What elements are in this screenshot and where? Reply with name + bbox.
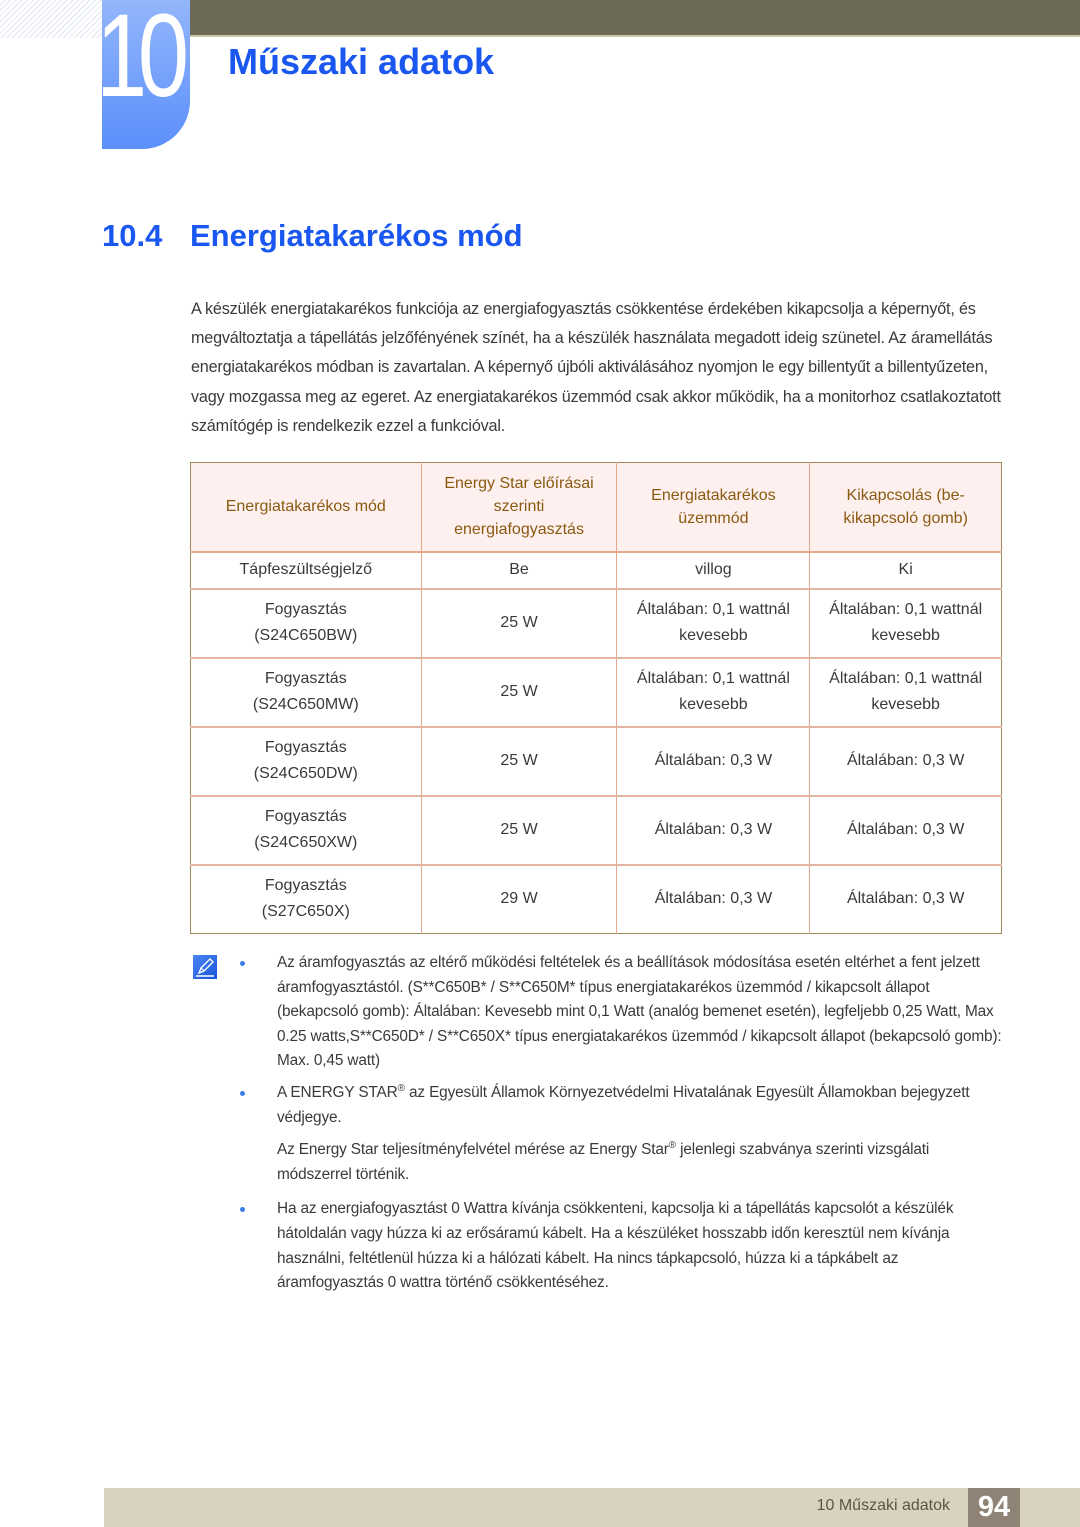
note-item (240, 951, 1005, 1074)
energy-star-value: 25 W (421, 727, 617, 796)
bullet-icon (240, 1207, 245, 1212)
power-saving-table (190, 462, 1002, 934)
column-header: Energiatakarékos mód (191, 463, 422, 552)
table-row (191, 727, 1002, 796)
model-name: (S24C650MW) (252, 696, 359, 713)
model-name: (S24C650XW) (254, 834, 358, 851)
power-saving-value: Általában: 0,3 W (617, 727, 810, 796)
energy-star-value: 25 W (421, 796, 617, 865)
note-text-part: A ENERGY STAR (277, 1083, 398, 1101)
row-label: Fogyasztás (264, 808, 347, 825)
note-text: Ha az energiafogyasztást 0 Wattra kívánja csökkenteni, kapcsolja ki a tápellátás kapcsolót a készülék hátoldalán vagy húzza ki az erősáramú kábelt. Ha a készüléket hosszabb időn keresztül nem kívánja használni, feltétlenül húzza ki a hálózati kábelt. Ha nincs tápkapcsoló, húzza ki a tápkábelt az áramfogyasztás 0 wattra történő csökkentéséhez. (277, 1200, 954, 1292)
model-name: (S24C650DW) (253, 765, 358, 782)
power-saving-value: Általában: 0,3 W (617, 796, 810, 865)
footer-chapter-label: 10 Műszaki adatok (816, 1497, 950, 1514)
row-label: Fogyasztás (264, 877, 347, 895)
power-off-value: Általában: 0,1 wattnál kevesebb (810, 589, 1002, 658)
note-text (277, 1081, 1005, 1130)
power-saving-value: villog (617, 552, 810, 589)
note-item (240, 1081, 1005, 1187)
registered-mark: ® (397, 1082, 405, 1094)
column-header: Energiatakarékos üzemmód (617, 463, 810, 552)
registered-mark: ® (668, 1140, 676, 1152)
page-footer (104, 1488, 1080, 1527)
power-off-value: Ki (810, 552, 1002, 589)
power-saving-value: Általában: 0,1 wattnál kevesebb (617, 658, 810, 727)
bullet-icon (240, 961, 245, 966)
model-name: (S24C650BW) (254, 627, 358, 644)
row-label-cell (191, 589, 422, 658)
column-header: Energy Star előírásai szerinti energiafogyasztás (421, 463, 617, 552)
table-row (191, 658, 1002, 727)
header-hatch-decoration (0, 0, 102, 38)
table-row (191, 865, 1002, 934)
chapter-number: 10 (96, 0, 180, 122)
note-text: Az áramfogyasztás az eltérő működési feltételek és a beállítások módosítása esetén eltérhet a fent jelzett áramfogyasztástól. (S**C650B* / S**C650M* típus energiatakarékos üzemmód / kikapcsolt állapot (bekapcsoló gomb): Általában: Kevesebb mint 0,1 Watt (analóg bemenet esetén), legfeljebb 0,25 Watt, Max 0.25 watts,S**C650D* / S**C650X* típus energiatakarékos üzemmód / kikapcsolt állapot (bekapcsoló gomb): Max. 0,45 watt) (277, 954, 1002, 1070)
row-label-cell (191, 727, 422, 796)
table-row (191, 589, 1002, 658)
note-text-part: Az Energy Star teljesítményfelvétel mérése az Energy Star (277, 1141, 669, 1159)
power-off-value: Általában: 0,3 W (810, 727, 1002, 796)
energy-star-value: Be (421, 552, 617, 589)
note-text-part: az Egyesült Államok Környezetvédelmi Hivatalának Egyesült Államokban bejegyzett védjegye. (277, 1083, 970, 1126)
row-label-cell (191, 658, 422, 727)
power-off-value: Általában: 0,3 W (810, 796, 1002, 865)
note-text-part: jelenlegi szabványa szerinti vizsgálati módszerrel történik. (277, 1141, 930, 1183)
section-title-text: Energiatakarékos mód (190, 218, 523, 253)
row-label: Fogyasztás (264, 670, 347, 687)
row-label-cell (191, 865, 422, 934)
page-number: 94 (968, 1488, 1020, 1527)
bullet-icon (240, 1091, 245, 1096)
power-off-value: Általában: 0,3 W (846, 890, 965, 908)
notes-list (240, 951, 1005, 1303)
model-name: (S27C650X) (261, 903, 350, 921)
section-title (102, 218, 523, 254)
header-bar (190, 0, 1080, 37)
note-pencil-icon (193, 955, 217, 979)
note-item (240, 1197, 1005, 1295)
energy-star-value: 25 W (421, 658, 617, 727)
row-label: Fogyasztás (264, 739, 347, 756)
chapter-title: Műszaki adatok (228, 41, 495, 82)
energy-star-value: 25 W (421, 589, 617, 658)
section-number: 10.4 (102, 218, 163, 253)
power-saving-value: Általában: 0,3 W (617, 865, 810, 934)
table-header-row (191, 463, 1002, 552)
table-row (191, 796, 1002, 865)
intro-paragraph: A készülék energiatakarékos funkciója az energiafogyasztás csökkentése érdekében kikapcsolja a képernyőt, és megváltoztatja a tápellátás jelzőfényének színét, ha a készülék használata megadott ideig szünetel. Az áramellátás energiatakarékos módban is zavartalan. A képernyő újbóli aktiválásához nyomjon le egy billentyűt a billentyűzeten, vagy mozgassa meg az egeret. Az energiatakarékos üzemmód csak akkor működik, ha a monitorhoz csatlakoztatott számítógép is rendelkezik ezzel a funkcióval. (191, 300, 1001, 435)
note-text (277, 1138, 1005, 1187)
column-header: Kikapcsolás (be-kikapcsoló gomb) (810, 463, 1002, 552)
row-label: Fogyasztás (264, 601, 347, 618)
power-off-value: Általában: 0,1 wattnál kevesebb (810, 658, 1002, 727)
power-saving-value: Általában: 0,1 wattnál kevesebb (617, 589, 810, 658)
row-label: Tápfeszültségjelző (191, 552, 422, 589)
table-row (191, 552, 1002, 589)
row-label-cell (191, 796, 422, 865)
energy-star-value: 29 W (421, 865, 617, 934)
note-pencil-glyph (193, 955, 217, 979)
